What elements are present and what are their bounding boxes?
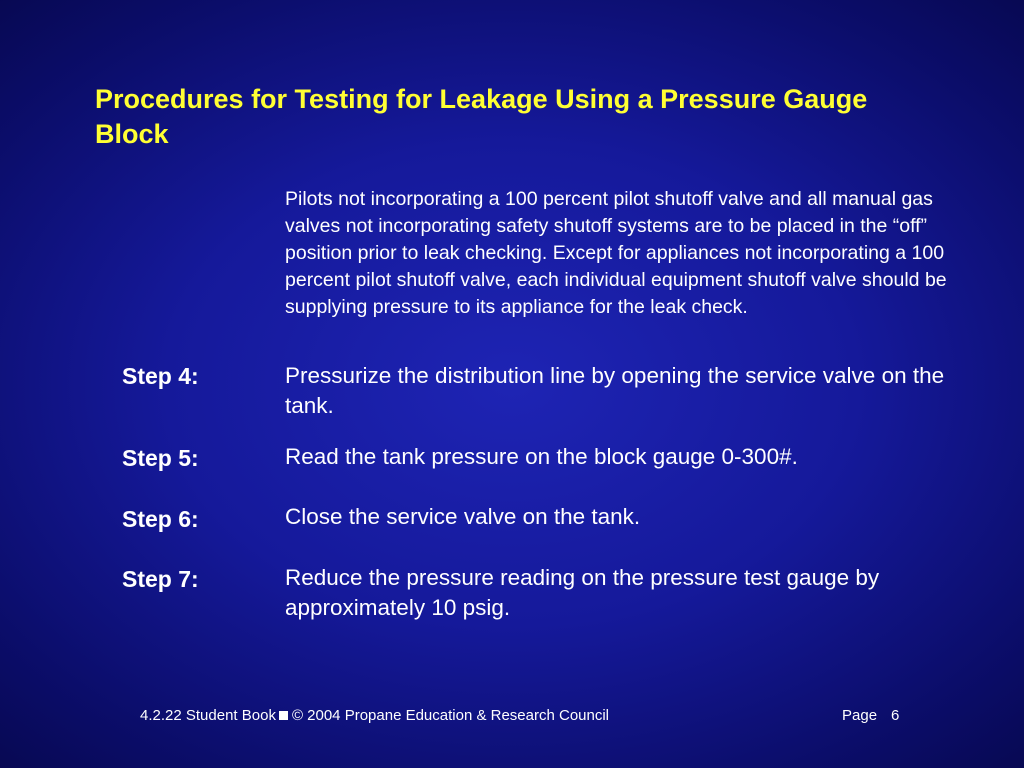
footer-copyright: © 2004 Propane Education & Research Council — [291, 707, 610, 724]
square-bullet-icon — [279, 711, 288, 720]
step-5-label: Step 5: — [122, 445, 199, 471]
step-4-label: Step 4: — [122, 363, 199, 389]
step-4-text: Pressurize the distribution line by opening the service valve on the tank. — [285, 363, 945, 418]
slide-title: Procedures for Testing for Leakage Using a Pressure Gauge Block — [95, 84, 868, 149]
footer — [140, 706, 609, 726]
step-6-text: Close the service valve on the tank. — [285, 504, 641, 529]
step-7-label: Step 7: — [122, 566, 199, 592]
page-number: 6 — [891, 707, 900, 724]
procedure-note: Pilots not incorporating a 100 percent pilot shutoff valve and all manual gas valves not incorporating safety shutoff systems are to be placed in the “off” position prior to leak checking. Except for appliances not incorporating a 100 percent pilot shutoff valve, each individual equipment shutoff valve should be supplying pressure to its appliance for the leak check. — [285, 188, 947, 318]
step-6-label: Step 6: — [122, 506, 199, 532]
step-5-text: Read the tank pressure on the block gauge 0-300#. — [285, 444, 798, 469]
page-label: Page — [842, 707, 878, 724]
page-indicator — [842, 706, 899, 726]
footer-course: 4.2.22 Student Book — [140, 707, 276, 724]
step-7-text: Reduce the pressure reading on the pressure test gauge by approximately 10 psig. — [285, 565, 880, 620]
